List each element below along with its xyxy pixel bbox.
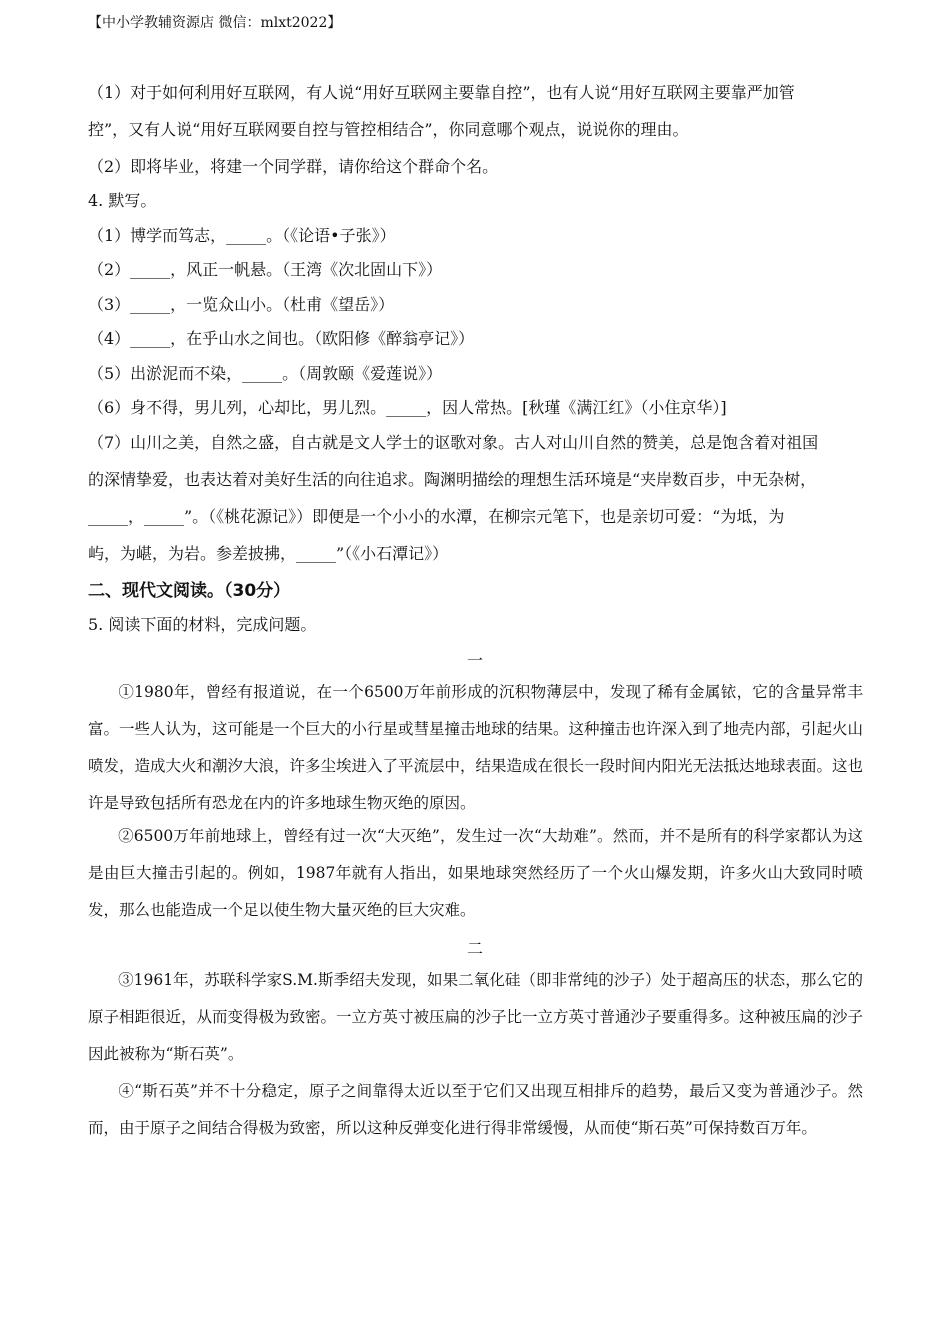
q3-part1-line2: 控”，又有人说“用好互联网要自控与管控相结合”，你同意哪个观点，说说你的理由。 [88,120,689,139]
q4-item-5: （5）出淤泥而不染，_____。（周敦颐《爱莲说》） [88,364,443,383]
paragraph-1-text: ①1980年，曾经有报道说，在一个6500万年前形成的沉积物薄层中，发现了稀有金属铱，它的含量异常丰富。一些人认为，这可能是一个巨大的小行星或彗星撞击地球的结果。这种撞击也许深入到了地壳内部，引起火山喷发，造成大火和潮汐大浪，许多尘埃进入了平流层中，结果造成在很长一段时间内阳光无法抵达地球表面。这也许是导致包括所有恐龙在内的许多地球生物灭绝的原因。 [88,683,864,812]
paragraph-2-text: ②6500万年前地球上，曾经有过一次“大灭绝”，发生过一次“大劫难”。然而，并不是所有的科学家都认为这是由巨大撞击引起的。例如，1987年就有人指出，如果地球突然经历了一个火山爆发期，许多火山大致同时喷发，那么也能造成一个足以使生物大量灭绝的巨大灾难。 [88,827,863,919]
q4-item-7-line3: _____，_____”。（《桃花源记》）即便是一个小小的水潭，在柳宗元笔下，也是亲切可爱：“为坻，为 [88,507,785,526]
paragraph-3 [88,962,863,1073]
paragraph-1 [88,674,863,822]
paragraph-4 [88,1073,863,1147]
q4-item-6: （6）身不得，男儿列，心却比，男儿烈。_____，因人常热。[秋瑾《满江红》（小住京华）] [88,398,727,417]
q4-title: 4. 默写。 [88,191,157,210]
paragraph-2 [88,818,863,929]
q4-item-7-line1: （7）山川之美，自然之盛，自古就是文人学士的讴歌对象。古人对山川自然的赞美，总是饱含着对祖国 [88,433,819,452]
section-2-title: 二、现代文阅读。（30分） [88,581,291,601]
q4-item-2: （2）_____，风正一帆悬。（王湾《次北固山下》） [88,260,443,279]
page-header: 【中小学教辅资源店 微信：mlxt2022】 [88,15,342,31]
q4-item-7-line4: 屿，为嵁，为岩。参差披拂，_____”（《小石潭记》） [88,544,449,563]
part-2-heading: 二 [466,939,483,958]
part-1-heading: 一 [466,651,483,670]
paragraph-3-text: ③1961年，苏联科学家S.M.斯季绍夫发现，如果二氧化硅（即非常纯的沙子）处于超高压的状态，那么它的原子相距很近，从而变得极为致密。一立方英寸被压扁的沙子比一立方英寸普通沙子要重得多。这种被压扁的沙子因此被称为“斯石英”。 [88,971,864,1063]
q4-item-7-line2: 的深情挚爱，也表达着对美好生活的向往追求。陶渊明描绘的理想生活环境是“夹岸数百步，中无杂树， [88,470,817,489]
q3-part2: （2）即将毕业，将建一个同学群，请你给这个群命个名。 [88,157,499,176]
q4-item-4: （4）_____，在乎山水之间也。（欧阳修《醉翁亭记》） [88,329,475,348]
paragraph-4-text: ④“斯石英”并不十分稳定，原子之间靠得太近以至于它们又出现互相排斥的趋势，最后又变为普通沙子。然而，由于原子之间结合得极为致密，所以这种反弹变化进行得非常缓慢，从而使“斯石英”可保持数百万年。 [88,1082,863,1137]
q5-title: 5. 阅读下面的材料，完成问题。 [88,615,317,634]
q4-item-3: （3）_____，一览众山小。（杜甫《望岳》） [88,295,395,314]
q4-item-1: （1）博学而笃志，_____。（《论语•子张》） [88,226,396,245]
q3-part1-line1: （1）对于如何利用好互联网，有人说“用好互联网主要靠自控”，也有人说“用好互联网主要靠严加管 [88,83,795,102]
